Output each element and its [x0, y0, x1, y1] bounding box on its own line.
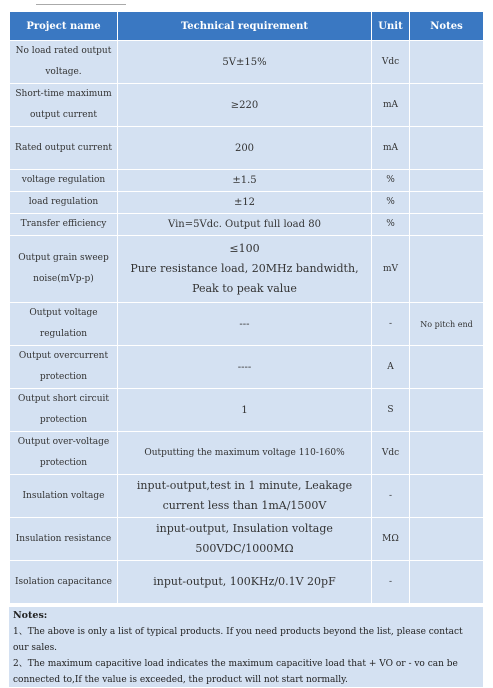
header-technical: Technical requirement: [118, 12, 372, 41]
requirement-line: Pure resistance load, 20MHz bandwidth,: [130, 262, 359, 275]
cell-notes: [410, 170, 484, 192]
header-project: Project name: [10, 12, 118, 41]
cell-requirement: 5V±15%: [118, 41, 372, 84]
cell-requirement: ----: [118, 346, 372, 389]
cell-requirement: input-output,test in 1 minute, Leakage current less than 1mA/1500V: [118, 475, 372, 518]
table-row: [10, 214, 484, 236]
note-item: 2、The maximum capacitive load indicates the maximum capacitive load that + VO or - vo can be connected to,If the value is exceeded, the product will not start normally.: [13, 659, 458, 685]
cell-unit: mA: [372, 84, 410, 127]
cell-notes: [410, 432, 484, 475]
cell-project: voltage regulation: [10, 170, 118, 192]
cell-requirement: ±12: [118, 192, 372, 214]
cell-notes: [410, 127, 484, 170]
cell-requirement: ---: [118, 303, 372, 346]
cell-project: Isolation capacitance: [10, 561, 118, 604]
cell-notes: [410, 236, 484, 303]
cell-unit: Vdc: [372, 432, 410, 475]
cell-notes: [410, 41, 484, 84]
cell-project: Output voltage regulation: [10, 303, 118, 346]
cell-unit: Vdc: [372, 41, 410, 84]
table-row: [10, 192, 484, 214]
table-row: [10, 561, 484, 604]
cell-notes: [410, 84, 484, 127]
cell-unit: -: [372, 303, 410, 346]
table-row: [10, 170, 484, 192]
cell-requirement: input-output, 100KHz/0.1V 20pF: [118, 561, 372, 604]
cell-requirement: ±1.5: [118, 170, 372, 192]
requirement-line: Peak to peak value: [192, 282, 297, 295]
top-rule: [0, 0, 493, 8]
table-row: [10, 475, 484, 518]
cell-notes: [410, 214, 484, 236]
cell-unit: mV: [372, 236, 410, 303]
table-row: [10, 127, 484, 170]
cell-requirement: input-output, Insulation voltage 500VDC/1000MΩ: [118, 518, 372, 561]
notes-title: Notes:: [13, 610, 48, 621]
cell-project: Output over-voltage protection: [10, 432, 118, 475]
note-item: 1、The above is only a list of typical products. If you need products beyond the list, please contact our sales.: [13, 627, 463, 653]
cell-project: Output grain sweep noise(mVp-p): [10, 236, 118, 303]
table-row: [10, 389, 484, 432]
table-row: [10, 346, 484, 389]
header-unit: Unit: [372, 12, 410, 41]
table-row: [10, 303, 484, 346]
cell-unit: %: [372, 214, 410, 236]
table-row: [10, 41, 484, 84]
table-row: [10, 432, 484, 475]
notes-section: [9, 607, 483, 687]
cell-notes: [410, 518, 484, 561]
requirement-line: ≤100: [229, 242, 260, 255]
table-header-row: [10, 12, 484, 41]
cell-unit: mA: [372, 127, 410, 170]
table-row: [10, 518, 484, 561]
cell-unit: -: [372, 561, 410, 604]
cell-unit: S: [372, 389, 410, 432]
cell-project: Transfer efficiency: [10, 214, 118, 236]
cell-notes: [410, 346, 484, 389]
cell-notes: [410, 475, 484, 518]
cell-project: Short-time maximum output current: [10, 84, 118, 127]
cell-notes: No pitch end: [410, 303, 484, 346]
cell-project: Rated output current: [10, 127, 118, 170]
cell-project: Output overcurrent protection: [10, 346, 118, 389]
table-row: [10, 84, 484, 127]
cell-requirement: Outputting the maximum voltage 110-160%: [118, 432, 372, 475]
cell-unit: %: [372, 192, 410, 214]
cell-project: Output short circuit protection: [10, 389, 118, 432]
cell-requirement: [118, 236, 372, 303]
cell-requirement: Vin=5Vdc. Output full load 80: [118, 214, 372, 236]
cell-unit: -: [372, 475, 410, 518]
cell-requirement: ≥220: [118, 84, 372, 127]
spec-table: [9, 11, 484, 604]
cell-notes: [410, 561, 484, 604]
table-row: [10, 236, 484, 303]
cell-unit: MΩ: [372, 518, 410, 561]
cell-project: Insulation voltage: [10, 475, 118, 518]
cell-unit: %: [372, 170, 410, 192]
cell-unit: A: [372, 346, 410, 389]
cell-requirement: 200: [118, 127, 372, 170]
cell-project: No load rated output voltage.: [10, 41, 118, 84]
header-notes: Notes: [410, 12, 484, 41]
cell-project: load regulation: [10, 192, 118, 214]
cell-requirement: 1: [118, 389, 372, 432]
cell-project: Insulation resistance: [10, 518, 118, 561]
cell-notes: [410, 389, 484, 432]
top-rule-mark: [36, 0, 126, 5]
cell-notes: [410, 192, 484, 214]
